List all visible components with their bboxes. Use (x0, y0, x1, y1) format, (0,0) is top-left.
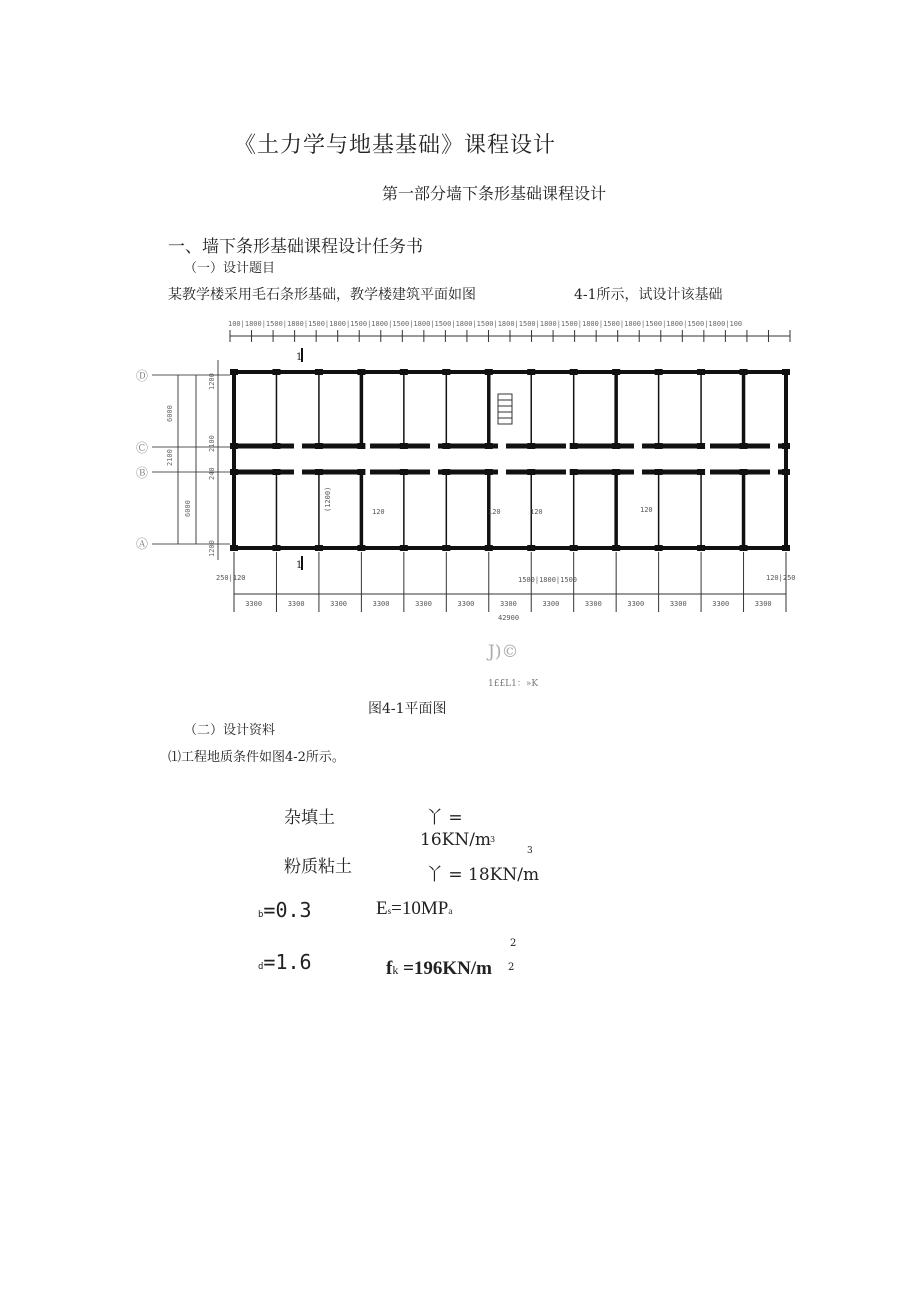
column-mark (655, 369, 663, 375)
bottom-span-label: 3300 (457, 600, 475, 608)
subsection-heading-topic: （一）设计题目 (184, 261, 276, 276)
bay-walls (361, 372, 743, 548)
column-mark (272, 545, 280, 551)
column-marks (230, 369, 790, 551)
stair-symbol (498, 394, 512, 424)
column-mark (655, 469, 663, 475)
column-mark (400, 443, 408, 449)
bottom-span-label: 3300 (500, 600, 517, 608)
left-dim-inner-4: 1200 (208, 540, 216, 557)
left-dim-inner-1: 1200 (208, 373, 216, 390)
column-mark (442, 369, 450, 375)
section-mark-bottom: 1 (296, 560, 303, 571)
bottom-span-label: 3300 (287, 600, 305, 608)
soil-layer-1-exponent: 3 (490, 835, 496, 844)
column-mark (400, 545, 408, 551)
topic-paragraph-tail: 4-1所示，试设计该基础 (574, 287, 723, 303)
bottom-span-label: 3300 (754, 600, 772, 608)
axis-bubbles (136, 369, 148, 551)
column-mark (697, 443, 705, 449)
topic-paragraph: 某教学楼采用毛石条形基础，教学楼建筑平面如图 (168, 287, 476, 303)
corner-dim-right: 120|250 (766, 574, 796, 582)
bottom-span-label: 3300 (330, 600, 348, 608)
bottom-span-label: 3300 (415, 600, 432, 608)
column-mark (782, 469, 790, 475)
column-mark (315, 545, 323, 551)
column-mark (485, 443, 493, 449)
column-mark (272, 369, 280, 375)
column-mark (315, 369, 323, 375)
soil-layer-2-exponent: 3 (527, 846, 533, 856)
column-mark (740, 443, 748, 449)
column-mark (740, 469, 748, 475)
left-dim-inner-2: 2100 (208, 435, 216, 452)
fk-exponent: 2 (508, 962, 515, 973)
room-label: (1200) (324, 486, 332, 512)
part-title: 第一部分墙下条形基础课程设计 (382, 184, 607, 203)
column-mark (740, 545, 748, 551)
column-mark (655, 545, 663, 551)
fk-parameter: fk =196KN/m (386, 958, 493, 979)
bottom-span-label: 3300 (712, 600, 730, 608)
bottom-span-label: 3300 (584, 600, 602, 608)
column-mark (782, 369, 790, 375)
column-mark (315, 469, 323, 475)
column-mark (527, 369, 535, 375)
building-outline (234, 372, 786, 548)
top-dimension-chain (230, 330, 790, 342)
wall-label-3: 120 (530, 508, 543, 516)
axis-label-a: Ⓐ (136, 537, 149, 551)
column-mark (570, 545, 578, 551)
column-mark (655, 443, 663, 449)
column-mark (357, 369, 365, 375)
column-mark (400, 369, 408, 375)
left-dim-outer-1: 6000 (166, 405, 174, 422)
left-dim-outer-2: 2100 (166, 449, 174, 466)
column-mark (230, 469, 238, 475)
column-mark (272, 469, 280, 475)
scan-artifact-text: 1££L1：»K (488, 679, 539, 689)
column-mark (527, 443, 535, 449)
column-mark (357, 545, 365, 551)
bottom-span-label: 3300 (542, 600, 560, 608)
column-mark (485, 469, 493, 475)
column-mark (357, 469, 365, 475)
column-mark (272, 443, 280, 449)
column-mark (230, 369, 238, 375)
left-dim-inner-3: 240 (208, 467, 216, 480)
column-mark (612, 369, 620, 375)
geology-condition: ⑴工程地质条件如图4-2所示。 (168, 750, 345, 765)
column-mark (230, 443, 238, 449)
column-mark (230, 545, 238, 551)
bottom-span-label: 3300 (669, 600, 687, 608)
column-mark (612, 469, 620, 475)
column-mark (570, 469, 578, 475)
column-mark (442, 469, 450, 475)
bottom-span-label: 3300 (627, 600, 645, 608)
subsection-heading-data: （二）设计资料 (184, 723, 276, 738)
mid-dimension: 1500|1800|1500 (518, 576, 578, 584)
column-mark (527, 469, 535, 475)
column-mark (442, 545, 450, 551)
soil-layer-1-name: 杂填土 (284, 808, 335, 828)
figure-caption: 图4-1平面图 (368, 701, 447, 717)
section-heading: 一、墙下条形基础课程设计任务书 (168, 237, 423, 257)
column-mark (485, 545, 493, 551)
column-mark (612, 545, 620, 551)
column-mark (527, 545, 535, 551)
left-dim-outer-3: 6000 (184, 500, 192, 517)
wall-label-2: 120 (488, 508, 501, 516)
column-mark (697, 545, 705, 551)
total-length: 42900 (498, 614, 520, 622)
soil-layer-1-gamma: 丫 = (426, 808, 463, 828)
corner-dim-left: 250|120 (216, 574, 246, 582)
column-mark (442, 443, 450, 449)
column-mark (740, 369, 748, 375)
column-mark (485, 369, 493, 375)
column-mark (357, 443, 365, 449)
soil-layer-2-gamma: 丫 = 18KN/m (426, 865, 540, 885)
column-mark (570, 369, 578, 375)
eta-d-parameter: d=1.6 (258, 950, 312, 974)
column-mark (697, 369, 705, 375)
column-mark (782, 545, 790, 551)
wall-label-4: 120 (640, 506, 653, 514)
scan-artifact-symbol: J)© (488, 642, 519, 662)
es-parameter: Es=10MPa (376, 898, 453, 919)
axis-label-c: Ⓒ (136, 441, 149, 455)
column-mark (400, 469, 408, 475)
document-title: 《土力学与地基基础》课程设计 (234, 133, 557, 158)
section-mark-top: 1 (296, 352, 303, 363)
column-mark (315, 443, 323, 449)
bottom-span-label: 3300 (372, 600, 390, 608)
column-mark (697, 469, 705, 475)
fk-exponent-top: 2 (510, 938, 517, 949)
column-mark (782, 443, 790, 449)
axis-label-d: Ⓓ (136, 369, 149, 383)
bottom-span-label: 3300 (245, 600, 263, 608)
axis-label-b: Ⓑ (136, 466, 149, 480)
floor-plan-drawing (130, 312, 810, 624)
top-dimension-text: 100|1800|1500|1800|1500|1800|1500|1800|1500|1800|1500|1800|1500|1800|1500|1800|1500|1800|1500|1800|1500|1800|1500|1800|100 (228, 320, 743, 328)
soil-layer-1-gamma-value: 16KN/m (420, 830, 492, 850)
eta-b-parameter: b=0.3 (258, 898, 312, 922)
column-mark (612, 443, 620, 449)
soil-layer-2-name: 粉质粘土 (284, 857, 352, 877)
wall-label-1: 120 (372, 508, 385, 516)
column-mark (570, 443, 578, 449)
